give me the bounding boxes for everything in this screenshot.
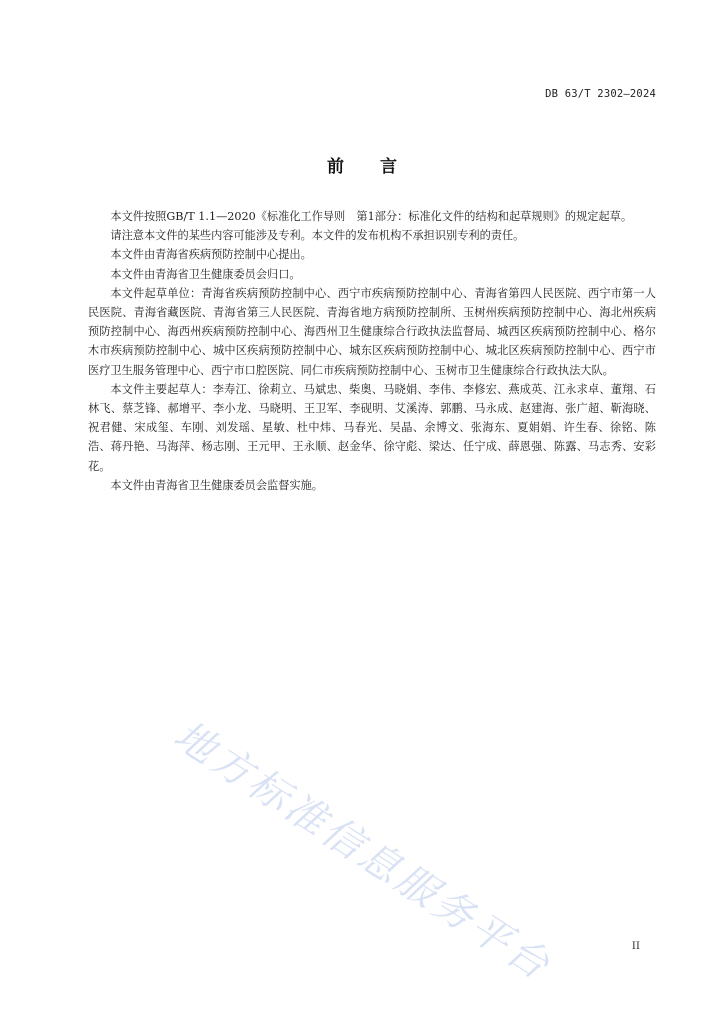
- page-number: II: [631, 940, 640, 952]
- watermark: 地方标准信息服务平台: [165, 712, 560, 991]
- paragraph-supervision: 本文件由青海省卫生健康委员会监督实施。: [110, 478, 323, 492]
- paragraph-drafting-units: 本文件起草单位：青海省疾病预防控制中心、西宁市疾病预防控制中心、青海省第四人民医院、西宁市第一人民医院、青海省藏医院、青海省第三人民医院、青海省地方病预防控制所、玉树州疾病预防控制中心、海北州疾病预防控制中心、海西州疾病预防控制中心、海西州卫生健康综合行政执法监督局、城西区疾病预防控制中心、格尔木市疾病预防控制中心、城中区疾病预防控制中心、城东区疾病预防控制中心、城北区疾病预防控制中心、西宁市医疗卫生服务管理中心、西宁市口腔医院、同仁市疾病预防控制中心、玉树市卫生健康综合行政执法大队。: [88, 286, 656, 377]
- paragraph-centralized-by: 本文件由青海省卫生健康委员会归口。: [110, 267, 301, 281]
- paragraph-drafters: 本文件主要起草人：李寿江、徐莉立、马斌忠、柴奥、马晓娟、李伟、李修宏、燕成英、江永求卓、董翔、石林飞、蔡芝锋、郝增平、李小龙、马晓明、王卫军、李砚明、艾溪涛、郭鹏、马永成、赵建海、张广超、靳海晓、祝君健、宋成玺、车刚、刘发瑶、星敏、杜中炜、马春光、吴晶、余博文、张海东、夏娟娟、许生春、徐铭、陈浩、蒋丹艳、马海萍、杨志刚、王元甲、王永顺、赵金华、徐守彪、梁达、任宁成、薛恩强、陈露、马志秀、安彩花。: [88, 382, 656, 473]
- paragraph-drafting-rule: 本文件按照GB/T 1.1—2020《标准化工作导则 第1部分：标准化文件的结构和起草规则》的规定起草。: [110, 210, 633, 223]
- foreword-body: [88, 207, 656, 495]
- paragraph-proposer: 本文件由青海省疾病预防控制中心提出。: [110, 248, 312, 262]
- document-code: DB 63/T 2302—2024: [545, 88, 656, 100]
- page-title: 前言: [327, 157, 433, 177]
- paragraph-patent-notice: 请注意本文件的某些内容可能涉及专利。本文件的发布机构不承担识别专利的责任。: [110, 229, 525, 243]
